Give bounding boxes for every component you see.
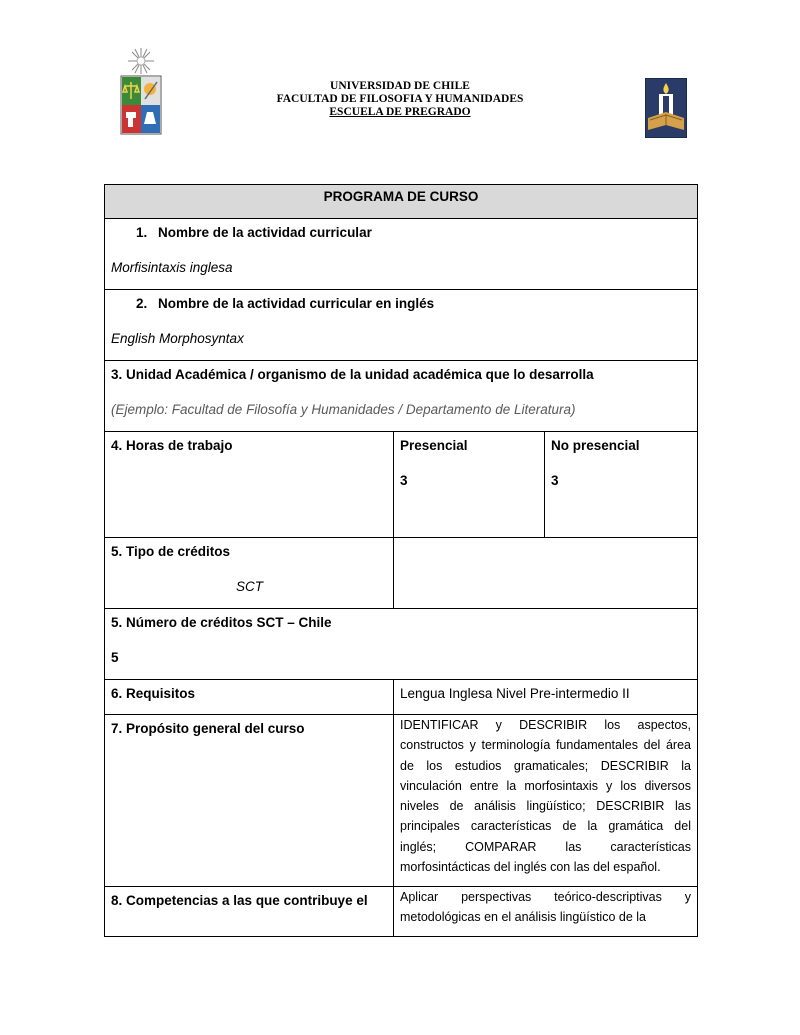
section-competencies — [105, 887, 698, 937]
requirements-value: Lengua Inglesa Nivel Pre-intermedio II — [400, 686, 630, 701]
university-name: UNIVERSIDAD DE CHILE — [330, 80, 470, 92]
activity-name-heading — [111, 223, 691, 243]
credit-number-value: 5 — [111, 650, 119, 665]
program-title: PROGRAMA DE CURSO — [105, 185, 698, 219]
credit-number-label: 5. Número de créditos SCT – Chile — [111, 615, 332, 630]
credit-type-empty — [394, 538, 698, 609]
activity-name-english-value: English Morphosyntax — [111, 331, 244, 346]
section-course-purpose — [105, 715, 698, 887]
activity-name-label: Nombre de la actividad curricular — [158, 225, 372, 240]
no-presencial-value: 3 — [551, 473, 559, 488]
course-purpose-value: IDENTIFICAR y DESCRIBIR los aspectos, constructos y terminología fundamentales del área de los estudios gramaticales; DESCRIBIR la vinculación entre la morfosintaxis y los diversos niveles de análisis lingüístico; DESCRIBIR las principales características de la gramática del inglés; COMPARAR las características morfosintácticas del inglés con las del español. — [400, 718, 691, 875]
activity-name-english-number: 2. — [136, 296, 148, 311]
school-name: ESCUELA DE PREGRADO — [329, 106, 471, 118]
requirements-label: 6. Requisitos — [111, 686, 196, 701]
academic-unit-label: 3. Unidad Académica / organismo de la unidad académica que lo desarrolla — [111, 367, 594, 382]
activity-name-value: Morfisintaxis inglesa — [111, 260, 233, 275]
section-credit-type — [105, 538, 698, 609]
section-activity-name-english — [105, 290, 698, 361]
competencies-label: 8. Competencias a las que contribuye el — [111, 893, 368, 908]
section-credit-number — [105, 609, 698, 680]
section-work-hours — [105, 432, 698, 538]
course-purpose-label: 7. Propósito general del curso — [111, 721, 305, 736]
section-activity-name — [105, 219, 698, 290]
activity-name-number: 1. — [136, 225, 148, 240]
competencies-value: Aplicar perspectivas teórico-descriptivas y metodológicas en el análisis lingüístico de la — [400, 890, 691, 925]
credit-type-label: 5. Tipo de créditos — [111, 544, 231, 559]
section-academic-unit — [105, 361, 698, 432]
no-presencial-label: No presencial — [551, 438, 640, 453]
presencial-value: 3 — [400, 473, 408, 488]
faculty-name: FACULTAD DE FILOSOFIA Y HUMANIDADES — [276, 93, 524, 105]
document-header — [0, 0, 800, 170]
activity-name-english-heading — [111, 294, 691, 314]
work-hours-label: 4. Horas de trabajo — [111, 438, 233, 453]
course-program-table — [104, 184, 698, 937]
activity-name-english-label: Nombre de la actividad curricular en inglés — [158, 296, 435, 311]
section-requirements — [105, 680, 698, 715]
presencial-label: Presencial — [400, 438, 468, 453]
academic-unit-value: (Ejemplo: Facultad de Filosofía y Humanidades / Departamento de Literatura) — [111, 402, 576, 417]
credit-type-value: SCT — [236, 579, 263, 594]
faculty-emblem-logo — [645, 78, 687, 138]
